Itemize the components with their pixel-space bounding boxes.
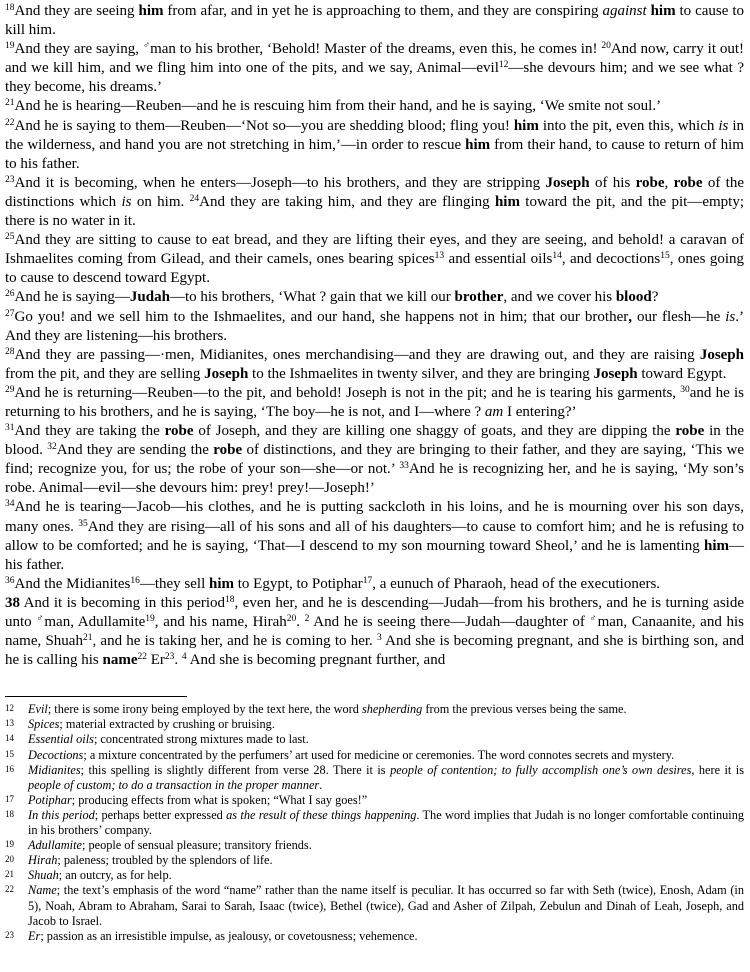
footnote-number: 19 — [5, 839, 14, 850]
footnote-number: 21 — [5, 869, 14, 880]
verse-number: 29 — [5, 384, 15, 395]
footnote-number: 13 — [5, 718, 14, 729]
verse-18: $^{18}$And they are seeing him from afar, and in yet he is approaching to them, and they are conspiring against him to cause to kill him. — [5, 3, 745, 39]
footnote-number: 18 — [5, 808, 14, 819]
verse-number: 23 — [5, 174, 15, 185]
verse-28: $^{28}$And they are passing—·men, Midianites, ones merchandising—and they are drawing out, and they are raising Joseph from the pit, and they are selling Joseph to the Ishmaelites in twenty silver, and they are bringing Joseph toward Egypt. — [5, 346, 744, 382]
footnote-number: 23 — [5, 929, 14, 940]
verse-19-20: $^{19}$And they are saying, ♂man to his brother, ‘Behold! Master of the dreams, even this, he comes in! $^{20}$And now, carry it out! and we kill him, and we fling him into one of the pits, and we say, Animal—evil$^{12}$—she devours him; and we see what ? they become, his dreams.’ — [5, 41, 745, 96]
footnote-13: 13 Spices; material extracted by crushing or bruising. — [5, 717, 275, 732]
footnote-ref[interactable]: 17 — [362, 575, 373, 586]
verse-21: $^{21}$And he is hearing—Reuben—and he is rescuing him from their hand, and he is saying, ‘We smite not soul.’ — [5, 98, 662, 115]
verse-number: 22 — [5, 117, 15, 128]
verse-number: 36 — [5, 575, 15, 586]
verse-22: $^{22}$And he is saying to them—Reuben—‘Not so—you are shedding blood; fling you! him into the pit, even this, which is in the wilderness, and hand you are not stretching in him,’—in order to rescue him from their hand, to cause to return of him to his father. — [5, 117, 745, 172]
verse-number: 24 — [189, 193, 200, 204]
verse-number: 28 — [5, 346, 15, 357]
footnote-20: 20 Hirah; paleness; troubled by the splendors of life. — [5, 853, 273, 868]
verse-25: $^{25}$And they are sitting to cause to eat bread, and they are lifting their eyes, and they are seeing, and behold! a caravan of Ishmaelites coming from Gilead, and their camels, ones bearing spices$^{13}$ and essential oils$^{14}$, and decoctions$^{15}$, ones going to cause to descend toward Egypt. — [5, 232, 744, 287]
verse-number: 21 — [5, 98, 15, 109]
footnote-ref[interactable]: 15 — [660, 251, 670, 262]
footnote-15: 15 Decoctions; a mixture concentrated by the perfumers’ art used for medicine or ceremonies. The word connotes secrets and mystery. — [5, 747, 675, 762]
footnote-ref[interactable]: 13 — [434, 251, 445, 262]
footnote-number: 14 — [5, 733, 14, 744]
male-symbol-icon: ♂ — [36, 614, 45, 624]
footnote-ref[interactable]: 14 — [552, 251, 562, 262]
footnote-17: 17 Potiphar; producing effects from what is spoken; “What I say goes!” — [5, 792, 368, 807]
verse-36: $^{36}$And the Midianites$^{16}$—they sell him to Egypt, to Potiphar$^{17}$, a eunuch of Pharaoh, head of the executioners. — [5, 575, 661, 592]
verse-31-33: $^{31}$And they are taking the robe of Joseph, and they are killing one shaggy of goats, and they are dipping the robe in the blood. $^{32}$And they are sending the robe of distinctions, and they are bringing to their father, and they are saying, ‘This we find; recognize you, for us; the robe of your son—she—or not.’ $^{33}$And he is recognizing her, and he is saying, ‘My son’s robe. Animal—evil—she devours him: prey! prey!—Joseph!’ — [5, 423, 744, 497]
footnote-number: 20 — [5, 854, 14, 865]
footnote-ref[interactable]: 19 — [145, 614, 155, 624]
footnote-number: 12 — [5, 703, 14, 714]
verse-23-24: $^{23}$And it is becoming, when he enters—Joseph—to his brothers, and they are stripping Joseph of his robe, robe of the distinctions which is on him. $^{24}$And they are taking him, and they are flinging him toward the pit, and the pit—empty; there is no water in it. — [5, 174, 745, 230]
verse-number: 2 — [304, 614, 310, 624]
footnote-ref[interactable]: 23 — [164, 652, 175, 663]
verse-number: 35 — [78, 518, 88, 529]
verse-number: 18 — [5, 3, 15, 13]
male-symbol-icon: ♂ — [142, 41, 151, 52]
footnote-ref[interactable]: 16 — [130, 575, 140, 586]
verse-number: 33 — [399, 461, 409, 472]
verse-number: 34 — [5, 499, 15, 510]
footnote-number: 22 — [5, 884, 14, 895]
footnote-21: 21 Shuah; an outcry, as for help. — [5, 868, 172, 883]
verse-number: 26 — [5, 289, 15, 300]
footnote-18: 18 In this period; perhaps better expressed as the result of these things happening. The word implies that Judah is no longer comfortable continuing in his brothers’ company. — [5, 807, 745, 838]
verse-number: 3 — [377, 633, 382, 644]
verse-27: $^{27}$Go you! and we sell him to the Ishmaelites, and our hand, she happens not in him; that our brother, our flesh—he is.’ And they are listening—his brothers. — [5, 308, 745, 344]
verse-number: 19 — [5, 41, 15, 52]
footnote-16: 16 Midianites; this spelling is slightly different from verse 28. There it is people of contention; to fully accomplish one’s own desires, here it is people of custom; to do a transaction in the proper manner. — [5, 762, 744, 792]
footnote-ref[interactable]: 18 — [225, 594, 235, 605]
footnote-22: 22 Name; the text’s emphasis of the word “name” rather than the name itself is peculiar. It has occurred so far with Seth (twice), Enosh, Adam (in 5), Noah, Abram to Abraham, Sarai to Sarah, Isaac (twice), Bethel (twice), Gad and Asher of Zilpah, Zebulun and Dinah of Leah, Joseph, and Jacob to Israel. — [5, 883, 744, 928]
footnote-ref[interactable]: 21 — [82, 633, 93, 644]
footnote-19: 19 Adullamite; people of sensual pleasure; transitory friends. — [5, 838, 312, 853]
verse-number: 20 — [601, 41, 611, 52]
footnote-ref[interactable]: 20 — [286, 614, 297, 624]
verse-number: 30 — [680, 384, 690, 395]
footnote-ref[interactable]: 12 — [498, 60, 509, 71]
footnotes — [5, 702, 744, 944]
footnote-number: 15 — [5, 748, 14, 759]
verse-number: 31 — [5, 423, 15, 434]
footnote-ref[interactable]: 22 — [137, 652, 147, 663]
verse-number: 32 — [47, 442, 57, 453]
footnote-14: 14 Essential oils; concentrated strong mixtures made to last. — [5, 732, 309, 747]
scripture-text — [5, 2, 744, 670]
chapter-38-start: 38 And it is becoming in this period$^{18}$, even her, and he is descending—Judah—from his brothers, and he is turning aside unto ♂man, Adullamite$^{19}$, and his name, Hirah$^{20}$. $^2$ And he is seeing there—Judah—daughter of ♂man, Canaanite, and his name, Shuah$^{21}$, and he is taking her, and he is coming to her. $^3$ And she is becoming pregnant, and she is birthing son, and he is calling his name$^{22}$ Er$^{23}$. $^4$ And she is becoming pregnant further, and — [5, 594, 745, 669]
footnote-23: 23 Er; passion as an irresistible impulse, as jealousy, or covetousness; vehemence. — [5, 928, 418, 943]
male-symbol-icon: ♂ — [589, 614, 598, 624]
footnote-12: 12 Evil; there is some irony being employed by the text here, the word shepherding from the previous verses being the same. — [5, 702, 627, 717]
verse-29-30: $^{29}$And he is returning—Reuben—to the pit, and behold! Joseph is not in the pit; and he is tearing his garments, $^{30}$and he is returning to his brothers, and he is saying, ‘The boy—he is not, and I—where ? am I entering?’ — [5, 384, 744, 420]
verse-34-35: $^{34}$And he is tearing—Jacob—his clothes, and he is putting sackcloth in his loins, and he is mourning over his son days, many ones. $^{35}$And they are rising—all of his sons and all of his daughters—to cause to comfort him; and he is refusing to allow to be comforted; and he is saying, ‘That—I descend to my son mourning toward Sheol,’ and he is lamenting him—his father. — [5, 499, 744, 573]
footnote-number: 17 — [5, 793, 14, 804]
verse-number: 27 — [5, 308, 15, 319]
verse-number: 4 — [181, 652, 187, 663]
footnote-number: 16 — [5, 763, 14, 774]
footnote-separator — [5, 696, 187, 697]
verse-26: $^{26}$And he is saying—Judah—to his brothers, ‘What ? gain that we kill our brother, and we cover his blood? — [5, 289, 659, 306]
chapter-number: 38 — [5, 594, 20, 611]
verse-number: 25 — [5, 232, 15, 243]
